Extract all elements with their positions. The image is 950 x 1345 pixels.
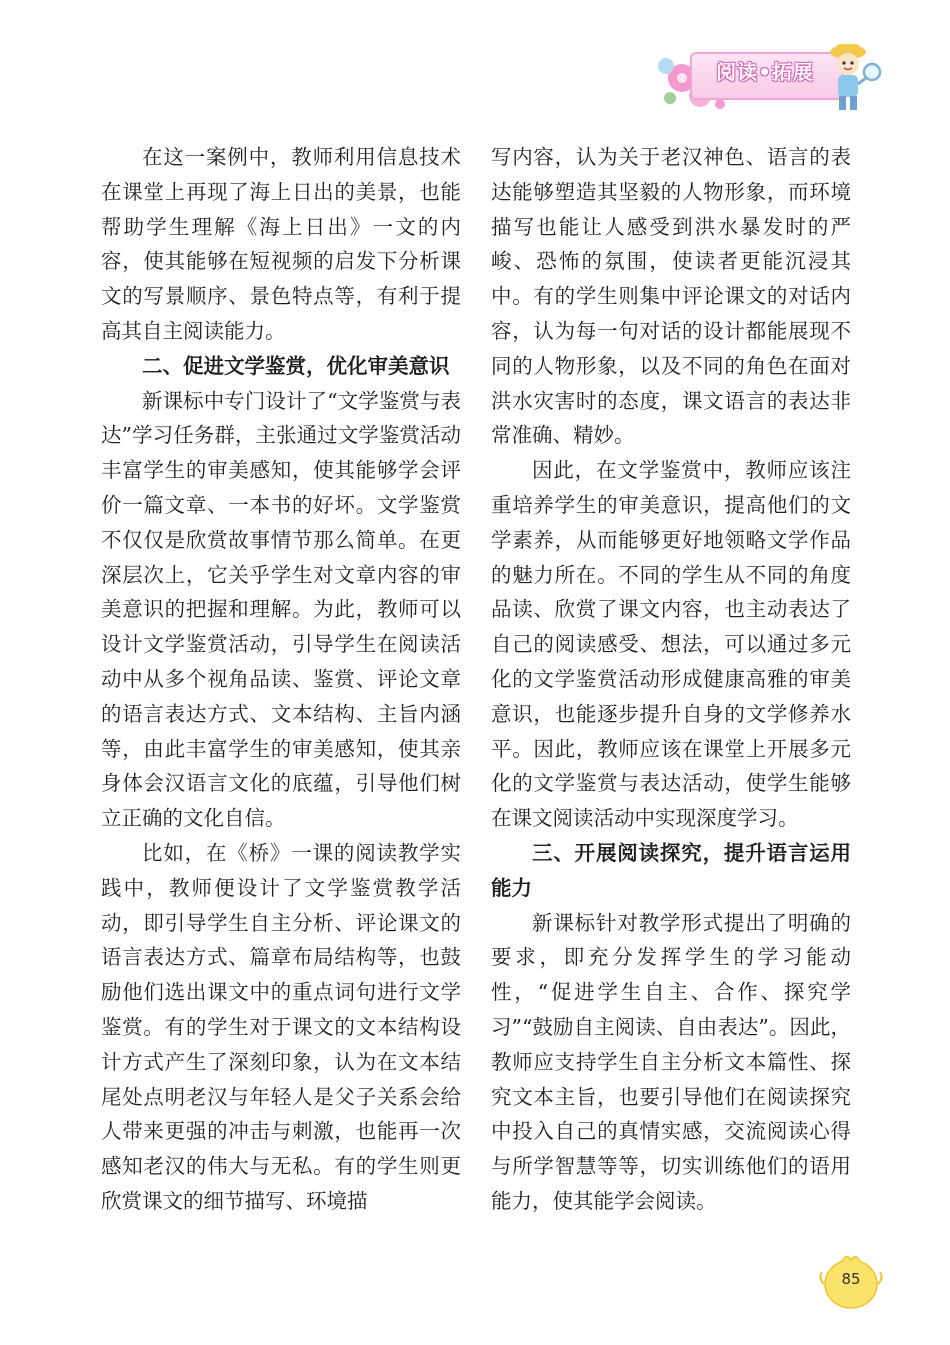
paragraph-continuation: 写内容，认为关于老汉神色、语言的表达能够塑造其坚毅的人物形象，而环境描写也能让人感受到洪水暴发时的严峻、恐怖的氛围，使读者更能沉浸其中。有的学生则集中评论课文的对话内容，认为每一句对话的设计都能展现不同的人物形象，以及不同的角色在面对洪水灾害时的态度，课文语言的表达非常准确、精妙。 xyxy=(491,145,851,448)
paragraph: 在这一案例中，教师利用信息技术在课堂上再现了海上日出的美景，也能帮助学生理解《海上日出》一文的内容，使其能够在短视频的启发下分析课文的写景顺序、景色特点等，有利于提高其自主阅读能力。 xyxy=(101,145,461,343)
section-heading: 二、促进文学鉴赏，优化审美意识 xyxy=(142,353,450,378)
page-number: 85 xyxy=(841,1270,861,1288)
right-column xyxy=(491,140,851,1219)
paragraph: 新课标针对教学形式提出了明确的要求，即充分发挥学生的学习能动性，“促进学生自主、合作、探究学习”“鼓励自主阅读、自由表达”。因此，教师应支持学生自主分析文本篇性、探究文本主旨，也要引导他们在阅读探究中投入自己的真情实感，交流阅读心得与所学智慧等等，切实训练他们的语用能力，使其能学会阅读。 xyxy=(491,910,851,1213)
badge-label: 阅读•拓展 xyxy=(716,60,814,84)
paragraph: 因此，在文学鉴赏中，教师应该注重培养学生的审美意识，提高他们的文学素养，从而能够更好地领略文学作品的魅力所在。不同的学生从不同的角度品读、欣赏了课文内容，也主动表达了自己的阅读感受、想法，可以通过多元化的文学鉴赏活动形成健康高雅的审美意识，也能逐步提升自身的文学修养水平。因此，教师应该在课堂上开展多元化的文学鉴赏与表达活动，使学生能够在课文阅读活动中实现深度学习。 xyxy=(491,458,851,831)
section-badge xyxy=(656,38,882,116)
left-column xyxy=(101,140,461,1219)
child-with-magnifier-icon xyxy=(824,38,884,116)
paragraph: 新课标中专门设计了“文学鉴赏与表达”学习任务群，主张通过文学鉴赏活动丰富学生的审美感知，使其能够学会评价一篇文章、一本书的好坏。文学鉴赏不仅仅是欣赏故事情节那么简单。在更深层次上，它关乎学生对文章内容的审美意识的把握和理解。为此，教师可以设计文学鉴赏活动，引导学生在阅读活动中从多个视角品读、鉴赏、评论文章的语言表达方式、文本结构、主旨内涵等，由此丰富学生的审美感知，使其亲身体会汉语言文化的底蕴，引导他们树立正确的文化自信。 xyxy=(101,388,461,831)
paragraph: 比如，在《桥》一课的阅读教学实践中，教师便设计了文学鉴赏教学活动，即引导学生自主分析、评论课文的语言表达方式、篇章布局结构等，也鼓励他们选出课文中的重点词句进行文学鉴赏。有的学生对于课文的文本结构设计方式产生了深刻印象，认为在文本结尾处点明老汉与年轻人是父子关系会给人带来更强的冲击与刺激，也能再一次感知老汉的伟大与无私。有的学生则更欣赏课文的细节描写、环境描 xyxy=(101,840,461,1213)
page-number-badge xyxy=(818,1250,884,1314)
section-heading: 三、开展阅读探究，提升语言运用能力 xyxy=(491,840,851,900)
